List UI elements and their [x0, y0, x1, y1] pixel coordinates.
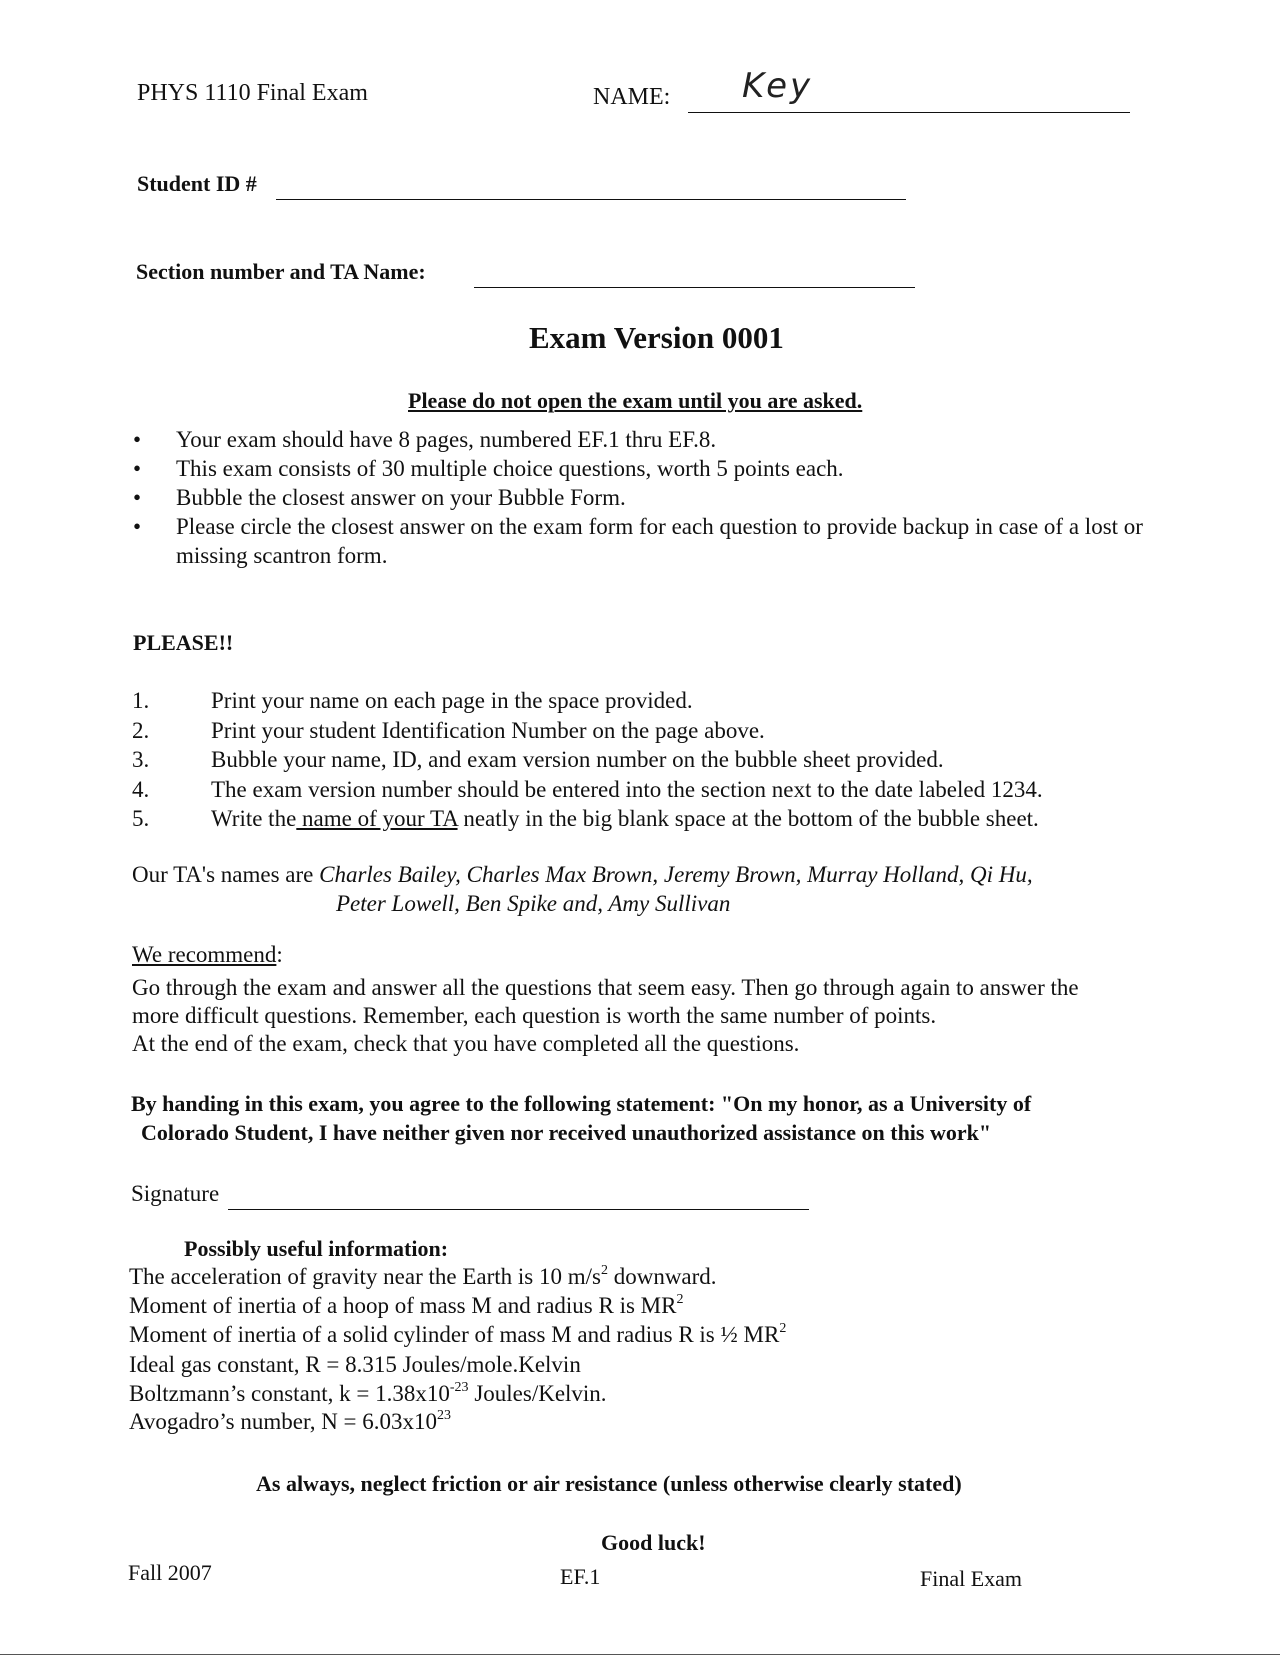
- info-gravity: The acceleration of gravity near the Earth is 10 $m/s^2$ downward.: [129, 1263, 717, 1289]
- footer-term: Fall 2007: [128, 1560, 212, 1585]
- signature-field-line[interactable]: [228, 1209, 809, 1210]
- scan-edge-line: [0, 1654, 1280, 1655]
- info-hoop-inertia: Moment of inertia of a hoop of mass M and radius R is $MR^2$: [129, 1292, 684, 1318]
- step-item: 4. The exam version number should be entered into the section next to the date labeled 1234.: [132, 776, 1043, 802]
- student-id-field-line[interactable]: [276, 199, 906, 200]
- friction-note: As always, neglect friction or air resistance (unless otherwise clearly stated): [256, 1471, 962, 1496]
- instruction-bullets: [130, 425, 1190, 570]
- info-gas-constant: Ideal gas constant, R = 8.315 Joules/mole.Kelvin: [129, 1352, 581, 1377]
- ta-names-line1: Our TA's names are Charles Bailey, Charles Max Brown, Jeremy Brown, Murray Holland, Qi Hu,: [132, 862, 1033, 887]
- section-ta-label: Section number and TA Name:: [136, 259, 426, 284]
- handwritten-name: Key: [742, 66, 814, 106]
- bullet-item: • This exam consists of 30 multiple choice questions, worth 5 points each.: [133, 456, 844, 481]
- section-ta-field-line[interactable]: [474, 287, 915, 288]
- recommend-line: more difficult questions. Remember, each question is worth the same number of points.: [132, 1003, 937, 1028]
- ta-names-line2: Peter Lowell, Ben Spike and, Amy Sullivan: [336, 891, 731, 916]
- bullet-item: • Please circle the closest answer on the exam form for each question to provide backup in case of a lost or missing scantron form.: [133, 514, 1143, 568]
- signature-label: Signature: [131, 1181, 220, 1206]
- do-not-open-notice: Please do not open the exam until you are asked.: [408, 388, 863, 413]
- course-title: PHYS 1110 Final Exam: [137, 80, 368, 106]
- student-id-label: Student ID #: [137, 171, 257, 196]
- recommend-heading: We recommend:: [132, 942, 283, 967]
- footer-page-number: EF.1: [560, 1564, 601, 1589]
- numbered-steps: [132, 686, 1043, 834]
- step-item: 5. Write the name of your TA neatly in the big blank space at the bottom of the bubble sheet.: [132, 806, 1039, 831]
- useful-info-heading: Possibly useful information:: [184, 1236, 449, 1261]
- step-item: 2. Print your student Identification Number on the page above.: [132, 717, 765, 743]
- recommend-line: At the end of the exam, check that you have completed all the questions.: [132, 1031, 800, 1056]
- honor-statement-line1: By handing in this exam, you agree to the following statement: "On my honor, as a University of: [131, 1091, 1032, 1116]
- bullet-item: • Your exam should have 8 pages, numbered EF.1 thru EF.8.: [133, 427, 717, 452]
- step-item: 1. Print your name on each page in the space provided.: [132, 688, 693, 713]
- good-luck: Good luck!: [601, 1530, 706, 1555]
- name-field-line[interactable]: [688, 112, 1130, 113]
- bullet-item: • Bubble the closest answer on your Bubble Form.: [133, 485, 626, 510]
- exam-version-title: Exam Version 0001: [529, 320, 784, 355]
- recommend-line: Go through the exam and answer all the questions that seem easy. Then go through again to answer the: [132, 975, 1079, 1000]
- footer-exam-label: Final Exam: [920, 1566, 1023, 1591]
- name-label: NAME:: [593, 84, 671, 110]
- info-cylinder-inertia: Moment of inertia of a solid cylinder of mass M and radius R is ½ $MR^2$: [129, 1321, 787, 1347]
- info-boltzmann: Boltzmann’s constant, $k = 1.38x10^{-23}$ Joules/Kelvin.: [129, 1380, 607, 1406]
- step-item: 3. Bubble your name, ID, and exam version number on the bubble sheet provided.: [132, 747, 944, 772]
- info-avogadro: Avogadro’s number, $N = 6.03x10^{23}$: [129, 1408, 452, 1434]
- please-heading: PLEASE!!: [133, 630, 234, 655]
- honor-statement-line2: Colorado Student, I have neither given nor received unauthorized assistance on this work": [141, 1120, 992, 1145]
